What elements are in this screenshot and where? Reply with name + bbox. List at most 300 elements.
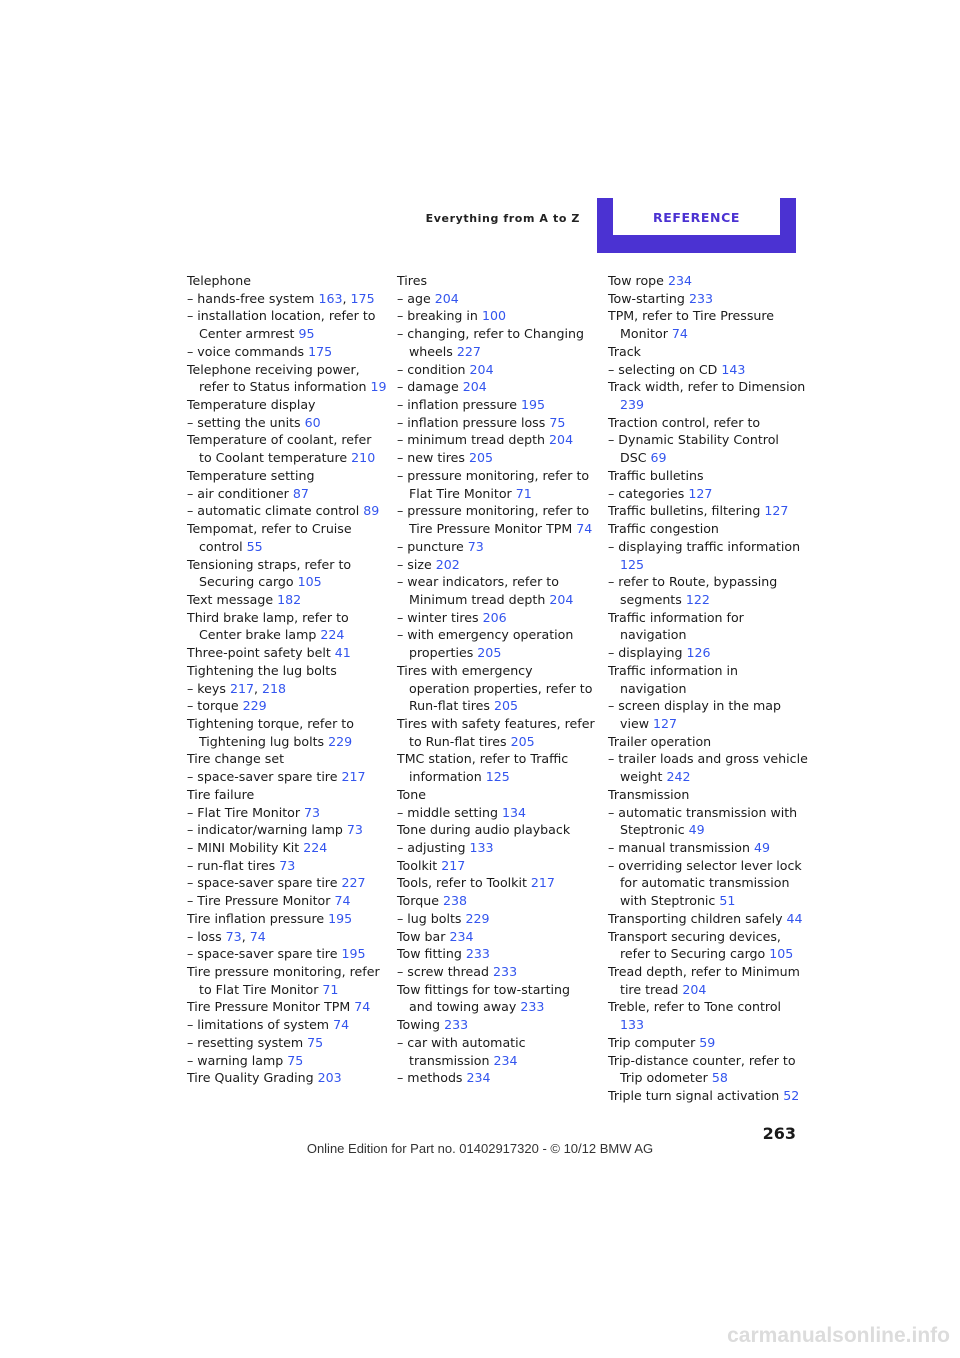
page-link[interactable]: 229: [328, 733, 353, 749]
page-link[interactable]: 204: [549, 591, 574, 607]
page-link[interactable]: 105: [769, 946, 794, 962]
index-term: Toolkit: [397, 857, 438, 873]
index-entry: [608, 998, 808, 1033]
index-entry: [187, 502, 387, 520]
index-entry: [397, 928, 597, 946]
page-link[interactable]: 205: [477, 645, 502, 661]
index-term: Tires with emergency operation properties, refer to Run-flat tires: [397, 662, 593, 714]
page-link[interactable]: 127: [688, 485, 713, 501]
index-entry: [608, 520, 808, 538]
page-link[interactable]: 217: [530, 875, 555, 891]
index-entry: [397, 502, 597, 537]
index-entry: [187, 609, 387, 644]
index-term: – Flat Tire Monitor: [187, 804, 301, 820]
index-entry: [608, 361, 808, 379]
page-link[interactable]: 127: [764, 503, 789, 519]
index-entry: [397, 449, 597, 467]
index-entry: [397, 378, 597, 396]
page-link[interactable]: 52: [783, 1088, 800, 1104]
section-title: Everything from A to Z: [425, 212, 580, 225]
index-term: – run-flat tires: [187, 857, 276, 873]
index-column-3: [608, 272, 808, 1105]
index-entry: [187, 874, 387, 892]
page-link[interactable]: 242: [666, 769, 691, 785]
index-term: – condition: [397, 361, 466, 377]
page-link[interactable]: 73: [279, 857, 296, 873]
index-entry: [397, 910, 597, 928]
index-entry: [187, 485, 387, 503]
index-term: – screw thread: [397, 964, 490, 980]
index-entry: [608, 910, 808, 928]
page-link[interactable]: 74: [576, 521, 593, 537]
page-link[interactable]: 74: [354, 999, 371, 1015]
page-link[interactable]: 234: [449, 928, 474, 944]
index-term: – torque: [187, 698, 239, 714]
index-term: – automatic transmission with Steptronic: [608, 804, 798, 838]
index-entry: [397, 609, 597, 627]
index-term: Trip-distance counter, refer to Trip odometer: [608, 1052, 796, 1086]
index-entry: [187, 839, 387, 857]
page-link[interactable]: 100: [481, 308, 506, 324]
page-link[interactable]: 202: [435, 556, 460, 572]
reference-tab[interactable]: REFERENCE: [613, 198, 780, 235]
page-link[interactable]: 234: [667, 273, 692, 288]
page-link[interactable]: 233: [688, 290, 713, 306]
index-entry: [187, 467, 387, 485]
index-entry: [608, 963, 808, 998]
index-entry: [608, 733, 808, 751]
index-entry: [397, 272, 597, 290]
page-link[interactable]: 58: [711, 1070, 728, 1086]
index-entry: [608, 786, 808, 804]
index-term: Triple turn signal activation: [608, 1088, 780, 1104]
page-link[interactable]: 74: [333, 1017, 350, 1033]
index-entry: [187, 768, 387, 786]
index-entry: [608, 378, 808, 413]
index-term: – pressure monitoring, refer to Tire Pressure Monitor TPM: [397, 503, 590, 537]
page-link[interactable]: 51: [719, 893, 736, 909]
index-entry: [187, 591, 387, 609]
index-term: Tensioning straps, refer to Securing cargo: [187, 556, 352, 590]
page-link[interactable]: 203: [317, 1070, 342, 1086]
index-entry: [397, 538, 597, 556]
index-entry: [397, 361, 597, 379]
index-entry: [608, 272, 808, 290]
page-link[interactable]: 73: [467, 538, 484, 554]
index-term: – space-saver spare tire: [187, 946, 338, 962]
index-entry: [397, 396, 597, 414]
index-term: Tire pressure monitoring, refer to Flat Tire Monitor: [187, 964, 380, 997]
index-entry: [397, 662, 597, 715]
index-entry: [397, 307, 597, 325]
index-entry: [608, 1052, 808, 1087]
page-link[interactable]: 195: [520, 397, 546, 413]
index-term: – changing, refer to Changing wheels: [397, 326, 584, 359]
index-term: – refer to Route, bypassing segments: [608, 574, 778, 607]
index-term: – Dynamic Stability Control DSC: [608, 432, 779, 466]
page-link[interactable]: 74: [334, 893, 351, 909]
index-term: – size: [397, 556, 432, 572]
page-link[interactable]: 195: [328, 910, 353, 926]
index-term: – inflation pressure: [397, 397, 517, 413]
page-link[interactable]: 125: [485, 769, 510, 785]
page-link[interactable]: 182: [277, 591, 302, 607]
page-link[interactable]: 217: [441, 857, 466, 873]
index-term: Tempomat, refer to Cruise control: [187, 521, 352, 554]
page-link[interactable]: 95: [298, 326, 315, 342]
index-entry: [187, 272, 387, 290]
index-entry: [187, 1069, 387, 1087]
index-entry: [397, 821, 597, 839]
index-entry: [397, 431, 597, 449]
page-link[interactable]: 60: [304, 414, 321, 430]
page-link[interactable]: 127: [653, 715, 678, 731]
index-term: Tire inflation pressure: [187, 910, 325, 926]
page-link[interactable]: 69: [650, 450, 667, 466]
index-entry: [608, 839, 808, 857]
index-term: – MINI Mobility Kit: [187, 840, 300, 855]
index-term: Traction control, refer to: [608, 414, 761, 430]
index-term: – screen display in the map view: [608, 698, 782, 731]
index-term: – new tires: [397, 450, 465, 466]
page-link[interactable]: 234: [493, 1052, 518, 1068]
index-term: – keys: [187, 680, 226, 696]
index-term: Tow rope: [608, 273, 664, 288]
index-term: Trip computer: [608, 1034, 696, 1050]
index-term: Tightening torque, refer to Tightening lug bolts: [187, 715, 354, 749]
index-entry: [187, 396, 387, 414]
index-entry: [187, 662, 387, 680]
page-link[interactable]: 204: [682, 981, 707, 997]
index-entry: [187, 343, 387, 361]
page-link[interactable]: 163: [318, 290, 343, 306]
index-term: Trailer operation: [608, 733, 712, 749]
page-link[interactable]: 217: [341, 769, 366, 785]
page-link[interactable]: 49: [753, 840, 770, 855]
index-term: – manual transmission: [608, 840, 750, 855]
index-term: – inflation pressure loss: [397, 414, 546, 430]
index-entry: [187, 750, 387, 768]
index-term: – space-saver spare tire: [187, 769, 338, 785]
footer-edition: Online Edition for Part no. 01402917320 - © 10/12 BMW AG: [306, 1141, 654, 1156]
page-link[interactable]: 75: [287, 1052, 304, 1068]
index-term: TMC station, refer to Traffic information: [397, 751, 569, 785]
page-link[interactable]: 217: [229, 680, 254, 696]
page-link[interactable]: 74: [671, 326, 688, 342]
index-term: – lug bolts: [397, 910, 462, 926]
index-entry: [187, 963, 387, 998]
index-entry: [397, 857, 597, 875]
page-link[interactable]: 126: [686, 645, 711, 661]
index-term: Tools, refer to Toolkit: [397, 875, 527, 891]
index-term: – overriding selector lever lock for automatic transmission with Steptronic: [608, 857, 802, 909]
index-entry: [187, 556, 387, 591]
index-entry: [397, 467, 597, 502]
index-entry: [608, 662, 808, 697]
index-term: Tire Pressure Monitor TPM: [187, 999, 351, 1015]
index-entry: [608, 609, 808, 644]
page-link[interactable]: 233: [444, 1017, 469, 1033]
index-term: Tire Quality Grading: [187, 1070, 314, 1086]
index-term: – selecting on CD: [608, 361, 718, 377]
index-term: Tightening the lug bolts: [187, 662, 337, 678]
index-entry: [608, 644, 808, 662]
index-entry: [608, 538, 808, 573]
index-term: – setting the units: [187, 414, 301, 430]
index-term: Tow fittings for tow-starting and towing away: [397, 981, 571, 1015]
page-link[interactable]: 233: [520, 999, 545, 1015]
index-entry: [608, 414, 808, 432]
index-term: – car with automatic transmission: [397, 1034, 526, 1068]
index-entry: [608, 750, 808, 785]
page-link[interactable]: 175: [308, 343, 333, 359]
index-entry: [187, 520, 387, 555]
index-term: – hands-free system: [187, 290, 315, 306]
index-entry: [187, 1052, 387, 1070]
index-entry: [397, 981, 597, 1016]
page-link[interactable]: 234: [466, 1070, 491, 1086]
index-term: – pressure monitoring, refer to Flat Tire Monitor: [397, 467, 590, 501]
index-column-2: [397, 272, 597, 1087]
page-link[interactable]: 75: [549, 414, 566, 430]
index-entry: [397, 874, 597, 892]
page-link[interactable]: 75: [307, 1034, 324, 1050]
index-entry: [608, 857, 808, 910]
index-entry: [397, 715, 597, 750]
index-term: Tow fitting: [397, 946, 462, 962]
index-term: – methods: [397, 1070, 463, 1086]
index-entry: [187, 892, 387, 910]
index-entry: [608, 343, 808, 361]
page-link[interactable]: 204: [469, 361, 494, 377]
page-link[interactable]: 205: [493, 698, 518, 714]
index-term: – limitations of system: [187, 1017, 330, 1033]
page-link[interactable]: 71: [515, 485, 532, 501]
index-term: Temperature display: [187, 397, 316, 413]
index-entry: [187, 431, 387, 466]
index-entry: [397, 963, 597, 981]
index-entry: [187, 910, 387, 928]
index-term: Text message: [187, 591, 274, 607]
index-entry: [397, 786, 597, 804]
index-entry: [187, 786, 387, 804]
index-term: Transporting children safely: [608, 910, 783, 926]
index-entry: [187, 307, 387, 342]
index-entry: [397, 892, 597, 910]
index-term: – minimum tread depth: [397, 432, 546, 448]
index-entry: [397, 1069, 597, 1087]
index-entry: [608, 485, 808, 503]
page-link[interactable]: 233: [465, 946, 490, 962]
page-link[interactable]: 125: [620, 556, 645, 572]
index-term: Towing: [397, 1017, 441, 1033]
index-term: – space-saver spare tire: [187, 875, 338, 891]
page-link[interactable]: 195: [341, 946, 366, 962]
index-term: – trailer loads and gross vehicle weight: [608, 751, 808, 785]
index-term: Traffic information in navigation: [608, 662, 739, 696]
index-entry: [187, 1034, 387, 1052]
index-entry: [397, 750, 597, 785]
page-link[interactable]: 205: [469, 450, 494, 466]
page-number: 263: [762, 1124, 796, 1143]
index-entry: [397, 839, 597, 857]
watermark: carmanualsonline.info: [727, 1324, 950, 1347]
index-term: Track width, refer to Dimension: [608, 379, 806, 395]
page-link[interactable]: 71: [322, 981, 339, 997]
page-link[interactable]: 73: [346, 822, 363, 838]
index-term: Traffic bulletins: [608, 467, 704, 483]
index-term: Telephone receiving power, refer to Status information: [187, 361, 367, 395]
index-term: – age: [397, 290, 431, 306]
index-term: – voice commands: [187, 343, 305, 359]
index-term: Tires: [397, 273, 428, 288]
index-term: Tow bar: [397, 928, 446, 944]
page-link[interactable]: 204: [434, 290, 459, 306]
page-link[interactable]: 134: [501, 804, 527, 820]
index-term: – middle setting: [397, 804, 498, 820]
index-term: Tow-starting: [608, 290, 685, 306]
index-term: – categories: [608, 485, 685, 501]
index-term: Tire change set: [187, 751, 285, 767]
index-entry: [608, 467, 808, 485]
page-link[interactable]: 59: [699, 1034, 716, 1050]
index-entry: [608, 928, 808, 963]
page-link[interactable]: 205: [510, 733, 535, 749]
index-term: – displaying traffic information: [608, 538, 801, 554]
page-link[interactable]: 175: [350, 290, 375, 306]
page-link[interactable]: 133: [469, 840, 494, 855]
index-entry: [187, 857, 387, 875]
index-entry: [608, 573, 808, 608]
page-link[interactable]: 224: [303, 840, 328, 855]
index-term: Traffic congestion: [608, 521, 719, 537]
index-column-1: [187, 272, 387, 1087]
index-entry: – loss 73, 74: [187, 928, 266, 944]
index-entry: [397, 414, 597, 432]
index-entry: [608, 431, 808, 466]
page-link[interactable]: 229: [465, 910, 490, 926]
page-link[interactable]: 73: [225, 928, 242, 944]
index-term: Temperature setting: [187, 467, 315, 483]
index-term: – with emergency operation properties: [397, 627, 574, 661]
page-link[interactable]: 19: [370, 379, 387, 395]
index-term: Track: [608, 343, 641, 359]
index-entry: [397, 325, 597, 360]
index-entry: – keys 217, 218: [187, 680, 287, 696]
index-entry: [608, 697, 808, 732]
index-term: Treble, refer to Tone control: [608, 999, 782, 1015]
page-link[interactable]: 44: [786, 910, 803, 926]
index-entry: [608, 307, 808, 342]
page-link[interactable]: 41: [334, 645, 351, 661]
page-link[interactable]: 233: [493, 964, 518, 980]
index-term: – resetting system: [187, 1034, 304, 1050]
page-link[interactable]: 229: [242, 698, 267, 714]
page-link[interactable]: 210: [351, 450, 376, 466]
index-term: – installation location, refer to Center armrest: [187, 308, 376, 342]
index-term: Telephone: [187, 273, 251, 288]
index-entry: [608, 1034, 808, 1052]
page-link[interactable]: 73: [304, 804, 321, 820]
index-term: Third brake lamp, refer to Center brake lamp: [187, 609, 349, 643]
index-entry: [187, 998, 387, 1016]
page-link[interactable]: 122: [685, 591, 710, 607]
page-link[interactable]: 204: [549, 432, 574, 448]
index-term: Tone during audio playback: [397, 822, 571, 838]
page-link[interactable]: 89: [363, 503, 380, 519]
index-term: – breaking in: [397, 308, 478, 324]
index-term: Three-point safety belt: [187, 645, 331, 661]
index-entry: [397, 804, 597, 822]
page-link[interactable]: 55: [246, 538, 263, 554]
index-term: – Tire Pressure Monitor: [187, 893, 331, 909]
page-link[interactable]: 224: [320, 627, 345, 643]
index-entry: [397, 290, 597, 308]
page-link[interactable]: 239: [620, 397, 645, 413]
index-entry: [608, 290, 808, 308]
index-term: Transmission: [608, 786, 690, 802]
index-term: Tone: [397, 786, 426, 802]
index-entry: [608, 1087, 808, 1105]
index-entry: [187, 361, 387, 396]
index-term: Tires with safety features, refer to Run-flat tires: [397, 715, 595, 749]
index-term: Transport securing devices, refer to Securing cargo: [608, 928, 781, 962]
page-link[interactable]: 227: [456, 343, 481, 359]
index-term: – automatic climate control: [187, 503, 360, 519]
index-term: – damage: [397, 379, 459, 395]
index-term: Traffic bulletins, filtering: [608, 503, 761, 519]
page-link[interactable]: 74: [249, 928, 266, 944]
page-link[interactable]: 143: [721, 361, 746, 377]
index-entry: [397, 573, 597, 608]
index-term: – adjusting: [397, 840, 466, 855]
page-link[interactable]: 227: [341, 875, 366, 891]
index-entry: [187, 945, 387, 963]
index-entry: [187, 804, 387, 822]
index-term: – displaying: [608, 645, 683, 661]
page-link[interactable]: 87: [292, 485, 309, 501]
index-entry: [608, 502, 808, 520]
page-link[interactable]: 133: [620, 1017, 645, 1033]
index-entry: [187, 1016, 387, 1034]
index-term: TPM, refer to Tire Pressure Monitor: [608, 308, 775, 342]
index-term: – winter tires: [397, 609, 479, 625]
index-term: Tire failure: [187, 786, 255, 802]
index-term: – warning lamp: [187, 1052, 284, 1068]
index-term: – indicator/warning lamp: [187, 822, 343, 838]
page-link[interactable]: 204: [462, 379, 487, 395]
index-entry: [187, 821, 387, 839]
page-link[interactable]: 105: [297, 574, 322, 590]
index-entry: [187, 715, 387, 750]
page-link[interactable]: 218: [262, 680, 287, 696]
index-term: – loss: [187, 928, 222, 944]
index-entry: [397, 945, 597, 963]
index-entry: – hands-free system 163, 175: [187, 290, 375, 306]
index-entry: [187, 414, 387, 432]
page-link[interactable]: 49: [688, 822, 705, 838]
index-term: – puncture: [397, 538, 464, 554]
index-term: – air conditioner: [187, 485, 289, 501]
page-link[interactable]: 206: [482, 609, 507, 625]
index-entry: [187, 697, 387, 715]
page-link[interactable]: 238: [442, 893, 467, 909]
index-entry: [397, 556, 597, 574]
index-term: Traffic information for navigation: [608, 609, 744, 643]
index-term: Temperature of coolant, refer to Coolant temperature: [187, 432, 372, 466]
index-term: – wear indicators, refer to Minimum tread depth: [397, 574, 559, 607]
index-entry: [608, 804, 808, 839]
